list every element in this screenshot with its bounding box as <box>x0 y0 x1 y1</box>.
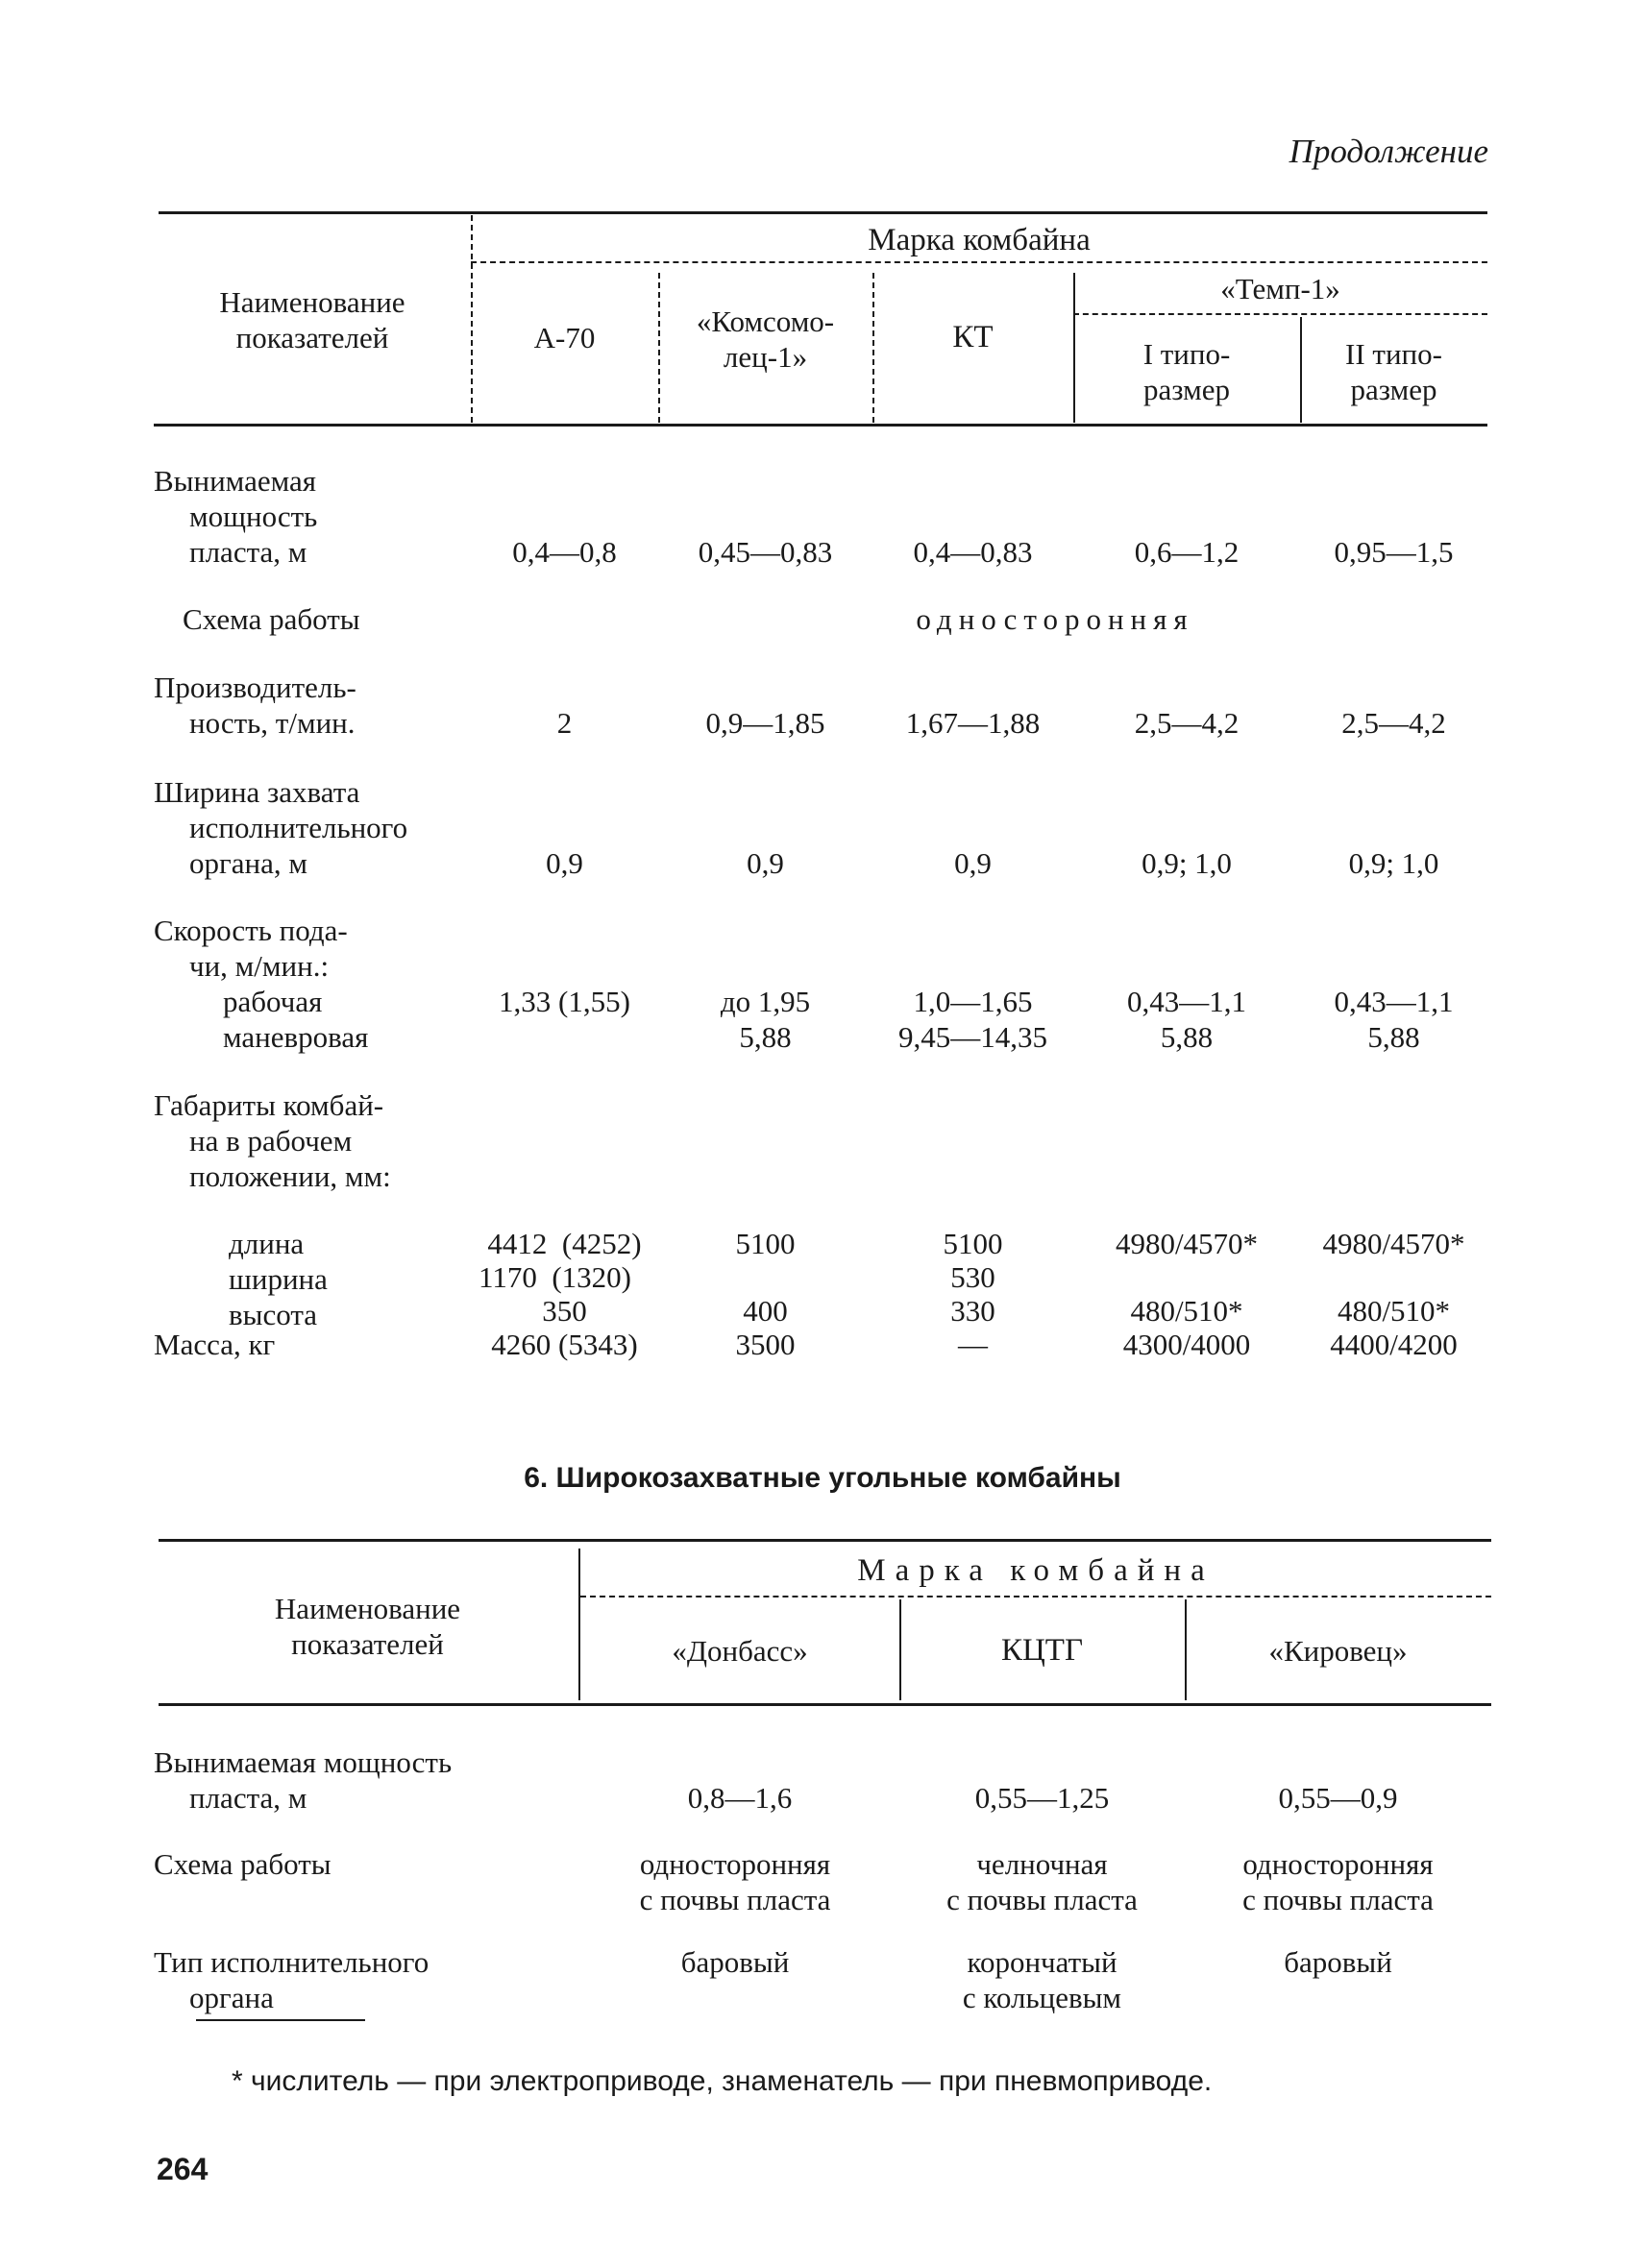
label-line: положении, мм: <box>189 1159 391 1193</box>
table-cell: 0,9—1,85 <box>705 706 825 740</box>
table1-subgroup-rule <box>1073 313 1487 315</box>
header-line: размер <box>1350 373 1437 406</box>
cell-line: челночная <box>976 1847 1108 1881</box>
table2-row-label <box>154 1944 429 2015</box>
table2-header-bottom-rule <box>159 1703 1491 1706</box>
table-cell: 5,88 <box>739 1020 792 1054</box>
table-cell: 0,55—0,9 <box>1278 1781 1398 1815</box>
table-cell: 0,8—1,6 <box>687 1781 793 1815</box>
col-donbass: «Донбасс» <box>672 1634 808 1668</box>
header-line: показателей <box>235 321 389 354</box>
table1-subgroup-header: «Темп-1» <box>1220 272 1340 305</box>
header-line: показателей <box>291 1627 444 1661</box>
cell-line: односторонняя <box>639 1847 831 1881</box>
table-cell: 5100 <box>735 1227 796 1260</box>
table-cell: 1,33 (1,55) <box>499 985 630 1018</box>
label-line: органа, м <box>189 846 307 880</box>
table-cell: 5100 <box>943 1227 1003 1260</box>
header-line: размер <box>1143 373 1230 406</box>
table-cell: 480/510* <box>1130 1294 1243 1328</box>
table-cell: 0,6—1,2 <box>1134 535 1240 569</box>
table2-row-label: Схема работы <box>154 1847 331 1881</box>
label-line: Вынимаемая мощность <box>154 1745 453 1779</box>
table1-row-label <box>154 463 317 570</box>
label-line: Тип исполнительного <box>154 1945 430 1979</box>
label-line: органа <box>189 1981 274 2014</box>
header-line: «Комсомо- <box>696 305 835 338</box>
table-cell: 3500 <box>735 1328 796 1361</box>
table-cell: 0,45—0,83 <box>698 535 833 569</box>
label-line: Вынимаемая <box>154 464 317 498</box>
table-cell <box>567 1846 903 1917</box>
table-cell: 1,0—1,65 <box>913 985 1033 1018</box>
table1-row-label <box>154 670 356 741</box>
label-line: Скорость пода- <box>154 914 348 947</box>
table-cell <box>890 1944 1194 2015</box>
header-line: Наименование <box>219 285 405 319</box>
col-komsomolets <box>658 304 872 375</box>
table-cell: до 1,95 <box>720 985 811 1018</box>
label-line: рабочая <box>223 985 323 1018</box>
footnote: * числитель — при электроприводе, знаменатель — при пневмоприводе. <box>232 2065 1213 2097</box>
label-line: маневровая <box>223 1020 369 1054</box>
table-cell: 5,88 <box>1160 1020 1214 1054</box>
table-cell: 1170 (1320) <box>479 1260 631 1294</box>
table-cell: 0,4—0,83 <box>913 535 1033 569</box>
table-cell: 480/510* <box>1337 1294 1451 1328</box>
table1-row-label: Масса, кг <box>154 1328 276 1361</box>
label-line: Производитель- <box>154 671 356 704</box>
table1-row-label: Схема работы <box>183 602 360 636</box>
table2-top-rule <box>159 1539 1491 1542</box>
table-cell: 9,45—14,35 <box>898 1020 1047 1054</box>
table-cell: 4400/4200 <box>1330 1328 1458 1361</box>
label-line: ность, т/мин. <box>189 706 356 740</box>
col-kt: КТ <box>952 320 994 354</box>
table1-header-bottom-rule <box>154 424 1487 427</box>
cell-line: односторонняя <box>1242 1847 1434 1881</box>
table-cell: 0,55—1,25 <box>974 1781 1110 1815</box>
label-line: на в рабочем <box>189 1124 353 1158</box>
header-line: II типо- <box>1345 337 1442 371</box>
table-cell: 0,9; 1,0 <box>1348 846 1439 880</box>
table1-row-label <box>154 1087 391 1194</box>
cell-line: с почвы пласта <box>1242 1883 1434 1916</box>
table1-row-label <box>154 774 407 881</box>
continuation-label: Продолжение <box>1289 133 1488 170</box>
label-line: пласта, м <box>189 1781 307 1815</box>
table-cell: 0,9 <box>546 846 583 880</box>
label-line: ширина <box>229 1262 328 1296</box>
table2-name-header <box>163 1591 572 1662</box>
table-cell: 0,9 <box>747 846 784 880</box>
table2-title: 6. Широкозахватные угольные комбайны <box>524 1462 1121 1494</box>
col-kirovets: «Кировец» <box>1268 1634 1408 1668</box>
label-line: исполнительного <box>189 811 408 844</box>
table-cell: 2,5—4,2 <box>1341 706 1446 740</box>
table-cell: 4412 (4252) <box>487 1227 642 1260</box>
header-line: лец-1» <box>723 340 808 374</box>
table-cell: 330 <box>950 1294 995 1328</box>
table-cell: 0,95—1,5 <box>1334 535 1454 569</box>
table-cell: 4980/4570* <box>1322 1227 1465 1260</box>
table-cell: 530 <box>950 1260 995 1294</box>
label-line: мощность <box>189 500 318 533</box>
table2-row-label <box>154 1744 452 1816</box>
cell-line: с почвы пласта <box>639 1883 831 1916</box>
cell-line: корончатый <box>967 1945 1117 1979</box>
table-cell: 0,9; 1,0 <box>1142 846 1232 880</box>
table1-name-header <box>163 284 461 355</box>
table-cell: 4260 (5343) <box>491 1328 638 1361</box>
table-cell: 4300/4000 <box>1122 1328 1251 1361</box>
table-cell: 2,5—4,2 <box>1134 706 1240 740</box>
table-cell: баровый <box>680 1945 790 1979</box>
cell-line: с кольцевым <box>962 1981 1122 2014</box>
table-cell-spanned: односторонняя <box>916 602 1194 636</box>
table1-sublabel-list <box>229 1226 328 1332</box>
col-kctg: КЦТГ <box>1000 1633 1084 1668</box>
col-a70: А-70 <box>533 321 596 354</box>
table2-group-rule <box>580 1596 1491 1597</box>
table-cell <box>890 1846 1194 1917</box>
cell-line: с почвы пласта <box>946 1883 1138 1916</box>
label-line: длина <box>229 1227 305 1260</box>
table1-top-rule <box>159 211 1487 214</box>
col-temp1-size1 <box>1073 336 1300 407</box>
footnote-rule <box>196 2019 365 2021</box>
label-line: пласта, м <box>189 535 307 569</box>
table-cell: 4980/4570* <box>1115 1227 1259 1260</box>
table-cell: 350 <box>542 1294 587 1328</box>
col-temp1-size2 <box>1300 336 1487 407</box>
table-cell: 0,43—1,1 <box>1127 985 1246 1018</box>
table1-group-header: Марка комбайна <box>868 223 1091 257</box>
table1-row-label <box>154 913 368 1055</box>
table-cell <box>1185 1846 1491 1917</box>
header-line: Наименование <box>274 1592 461 1625</box>
label-line: чи, м/мин.: <box>189 949 330 983</box>
table-cell: 5,88 <box>1367 1020 1420 1054</box>
table1-group-rule <box>471 261 1487 263</box>
table-cell: — <box>958 1328 988 1361</box>
label-line: высота <box>229 1298 318 1331</box>
label-line: Габариты комбай- <box>154 1088 384 1122</box>
page-number: 264 <box>157 2152 209 2186</box>
table-cell: баровый <box>1284 1945 1392 1979</box>
table-cell: 0,9 <box>954 846 992 880</box>
table-cell: 2 <box>556 706 573 740</box>
header-line: I типо- <box>1142 337 1231 371</box>
table2-group-header: Марка комбайна <box>857 1553 1215 1588</box>
table-cell: 1,67—1,88 <box>905 706 1041 740</box>
table-cell: 0,43—1,1 <box>1334 985 1454 1018</box>
table-cell: 0,4—0,8 <box>512 535 617 569</box>
label-line: Ширина захвата <box>154 775 360 809</box>
table-cell: 400 <box>743 1294 788 1328</box>
